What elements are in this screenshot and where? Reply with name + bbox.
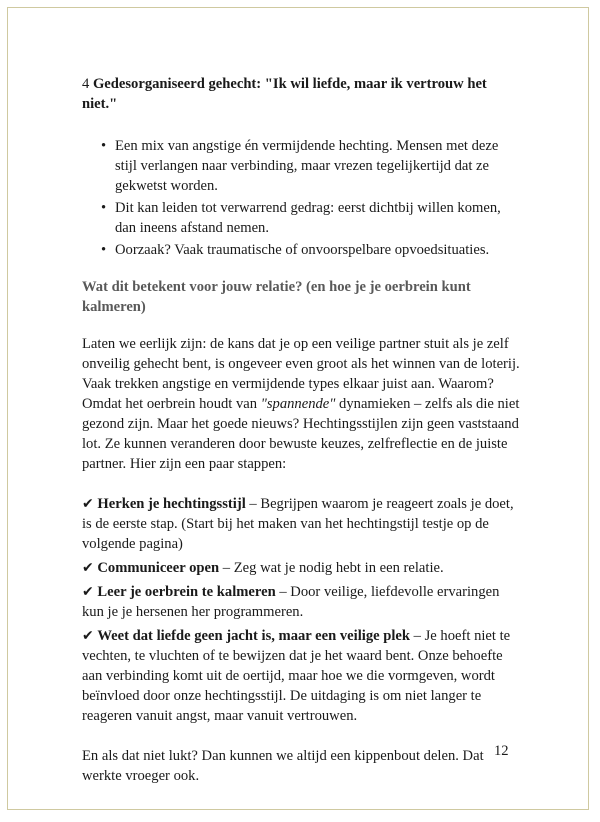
step-item — [82, 494, 522, 554]
step-text: – Je hoeft niet te vechten, te vluchten of te bewijzen dat je het waard bent. Onze behoefte aan verbinding komt uit de oertijd, maar hoe we die vormgeven, wordt beïnvloed door onze hechtingsstijl. De uitdaging is om niet langer te reageren vanuit angst, maar vanuit vertrouwen. — [82, 628, 511, 724]
list-item: • Dit kan leiden tot verwarrend gedrag: eerst dichtbij willen komen, dan ineens afstand nemen. — [101, 200, 501, 236]
intro-paragraph: Laten we eerlijk zijn: de kans dat je op een veilige partner stuit als je zelf onveilig gehecht bent, is ongeveer even groot als het winnen van de loterij. Vaak trekken angstige en vermijdende types elkaar juist aan. Waarom? Omdat het oerbrein houdt van "spannende" dynamieken – zelfs als die niet gezond zijn. Maar het goede nieuws? Hechtingsstijlen zijn geen vaststaand lot. Ze kunnen veranderen door bewuste keuzes, zelfreflectie en de juiste partner. Hier zijn een paar stappen: — [82, 336, 520, 472]
closing-paragraph: En als dat niet lukt? Dan kunnen we altijd een kippenbout delen. Dat werkte vroeger ook. — [82, 748, 484, 784]
section-title: Gedesorganiseerd gehecht: "Ik wil liefde, maar ik vertrouw het niet." — [82, 76, 487, 112]
emphasis-text: "spannende" — [260, 396, 336, 412]
step-title: Herken je hechtingsstijl — [97, 496, 246, 512]
step-item — [82, 558, 522, 578]
step-text: – Zeg wat je nodig hebt in een relatie. — [219, 560, 444, 576]
step-text: – Door veilige, liefdevolle ervaringen kun je je hersenen her programmeren. — [82, 584, 500, 620]
step-title: Leer je oerbrein te kalmeren — [97, 584, 276, 600]
checkmark-icon: ✔ — [82, 496, 94, 512]
bullet-icon: • — [101, 242, 107, 258]
checkmark-icon: ✔ — [82, 560, 94, 576]
list-item: • Een mix van angstige én vermijdende hechting. Mensen met deze stijl verlangen naar verbinding, maar vrezen tegelijkertijd dat ze gekwetst worden. — [101, 138, 499, 194]
step-item — [82, 626, 522, 726]
step-title: Communiceer open — [97, 560, 220, 576]
checkmark-icon: ✔ — [82, 628, 94, 644]
step-item — [82, 582, 522, 622]
step-text: – Begrijpen waarom je reageert zoals je doet, is de eerste stap. (Start bij het maken van het hechtingstijl testje op de volgende pagina) — [82, 496, 514, 552]
bullet-icon: • — [101, 200, 107, 216]
bullet-icon: • — [101, 138, 107, 154]
checkmark-icon: ✔ — [82, 584, 94, 600]
list-item: • Oorzaak? Vaak traumatische of onvoorspelbare opvoedsituaties. — [101, 242, 490, 258]
subheading: Wat dit betekent voor jouw relatie? (en hoe je je oerbrein kunt kalmeren) — [82, 279, 471, 315]
section-number: 4 — [82, 76, 90, 92]
section-heading — [82, 74, 522, 114]
step-title: Weet dat liefde geen jacht is, maar een veilige plek — [97, 628, 411, 644]
document-page — [7, 7, 589, 810]
page-number: 12 — [494, 743, 509, 759]
page-content — [82, 74, 522, 786]
bullet-list — [82, 136, 522, 260]
